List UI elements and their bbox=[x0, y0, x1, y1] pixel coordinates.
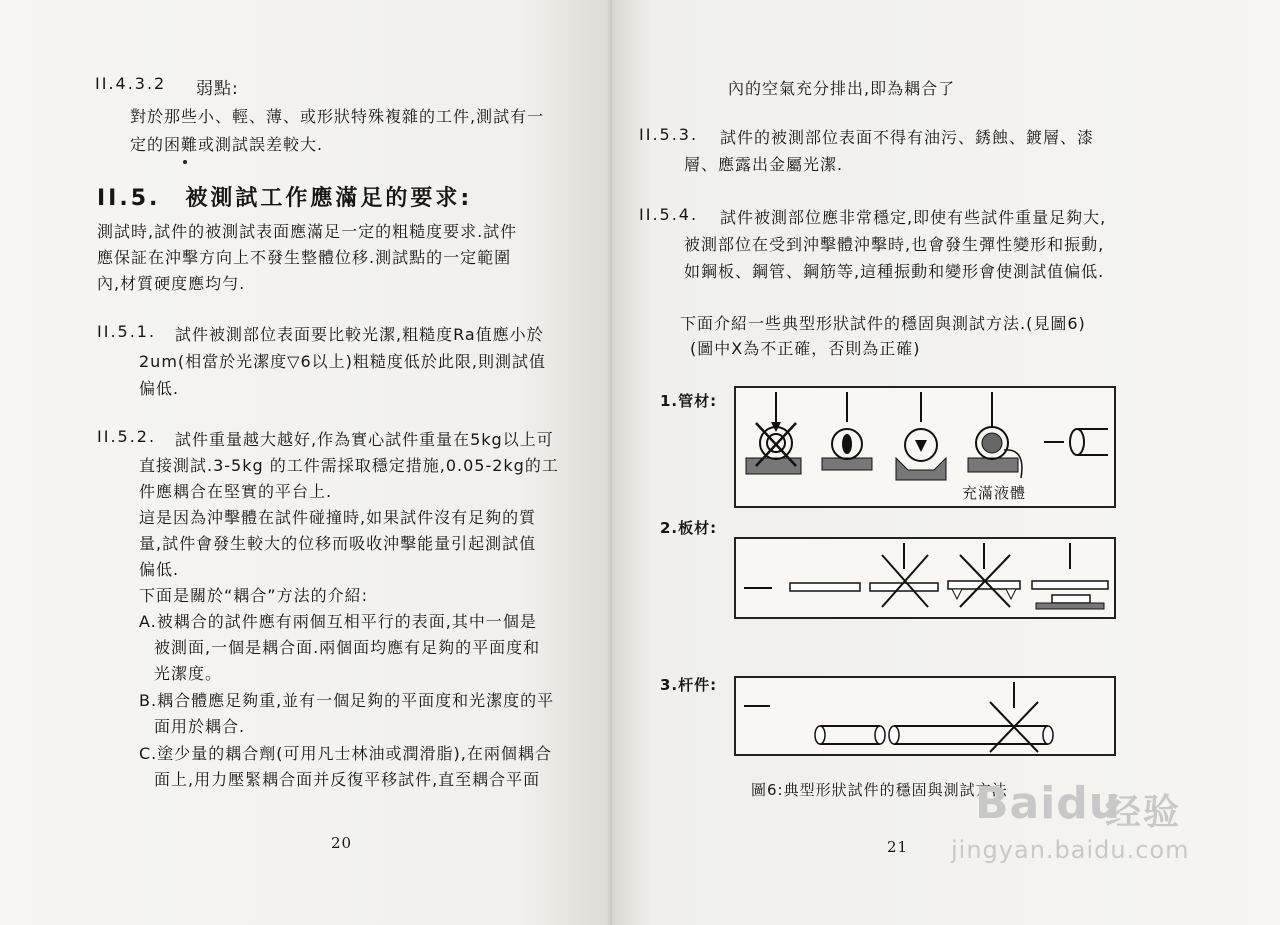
section-1152-line-1: 試件重量越大越好,作為實心試件重量在5kg以上可 bbox=[175, 430, 554, 449]
coupling-c-line-2: 面上,用力壓緊耦合面并反復平移試件,直至耦合平面 bbox=[154, 770, 541, 789]
pipe-on-blocks bbox=[822, 392, 872, 470]
section-115-line-2: 應保証在沖擊方向上不發生整體位移.測試點的一定範圍 bbox=[97, 248, 512, 267]
pipe-diagrams bbox=[736, 388, 1114, 506]
section-1152-line-5: 量,試件會發生較大的位移而吸收沖擊能量引起測試值 bbox=[139, 534, 537, 553]
coupling-a-line-3: 光潔度。 bbox=[154, 664, 223, 683]
section-1143-2-title: 弱點: bbox=[196, 79, 239, 99]
section-1143-2-line-2: 定的困難或測試誤差較大. bbox=[130, 135, 324, 154]
figure-intro-line-2: (圖中X為不正確，否則為正確) bbox=[690, 339, 921, 358]
watermark-url: jingyan.baidu.com bbox=[951, 836, 1190, 864]
plate-diagrams bbox=[736, 539, 1114, 617]
coupling-intro: 下面是關於“耦合”方法的介紹: bbox=[139, 586, 368, 605]
rod-diagrams bbox=[736, 678, 1114, 754]
pipe-filled-liquid bbox=[968, 392, 1022, 478]
figure-row-1-label: 1.管材: bbox=[660, 392, 718, 410]
section-1151-line-1: 試件被測部位表面要比較光潔,粗糙度Ra值應小於 bbox=[175, 325, 544, 344]
section-1154-line-1: 試件被測部位應非常穩定,即使有些試件重量足夠大, bbox=[720, 208, 1107, 227]
coupling-b-line-1: B.耦合體應足夠重,並有一個足夠的平面度和光潔度的平 bbox=[139, 691, 555, 710]
section-1152-line-3: 件應耦合在堅實的平台上. bbox=[139, 482, 333, 501]
section-115-line-1: 測試時,試件的被測試表面應滿足一定的粗糙度要求.試件 bbox=[97, 222, 518, 241]
section-1153-line-2: 層、應露出金屬光潔. bbox=[684, 155, 844, 174]
section-1154-line-2: 被測部位在受到沖擊體沖擊時,也會發生彈性變形和振動, bbox=[684, 235, 1105, 254]
pipe-in-v-block bbox=[896, 392, 946, 480]
page-number-right: 21 bbox=[887, 838, 909, 856]
stray-dot bbox=[183, 160, 187, 164]
section-1152-number: II.5.2. bbox=[97, 427, 157, 446]
section-1154-line-3: 如鋼板、鋼管、鋼筋等,這種振動和變形會使測試值偏低. bbox=[684, 262, 1105, 281]
section-1154-number: II.5.4. bbox=[639, 205, 699, 224]
figure-plate-box bbox=[734, 537, 1116, 619]
section-1143-2-line-1: 對於那些小、輕、薄、或形狀特殊複雜的工件,測試有一 bbox=[130, 107, 545, 126]
section-115-heading: II.5. 被測試工作應滿足的要求: bbox=[97, 186, 473, 211]
filled-liquid-label: 充滿液體 bbox=[962, 484, 1027, 502]
figure-rod-box bbox=[734, 676, 1116, 756]
page-number-left: 20 bbox=[331, 834, 353, 852]
coupling-b-line-2: 面用於耦合. bbox=[154, 717, 246, 736]
plate-coupled bbox=[1032, 543, 1108, 609]
figure-pipe-box bbox=[734, 386, 1116, 508]
section-1153-number: II.5.3. bbox=[639, 125, 699, 144]
left-page bbox=[0, 0, 612, 925]
plate-incorrect-1 bbox=[870, 543, 938, 607]
section-115-line-3: 內,材質硬度應均勻. bbox=[97, 274, 246, 293]
rod-correct bbox=[744, 706, 885, 744]
watermark-brand: Baidu bbox=[975, 778, 1122, 829]
rod-incorrect bbox=[889, 682, 1053, 752]
section-1151-line-2: 2um(相當於光潔度▽6以上)粗糙度低於此限,則測試值 bbox=[139, 352, 546, 371]
pipe-side-view bbox=[1044, 429, 1108, 455]
plate-incorrect-2 bbox=[948, 543, 1020, 607]
pipe-incorrect-1 bbox=[746, 392, 801, 474]
figure-row-3-label: 3.杆件: bbox=[660, 676, 718, 694]
coupling-c-line-1: C.塗少量的耦合劑(可用凡士林油或潤滑脂),在兩個耦合 bbox=[139, 744, 552, 763]
figure-caption: 圖6:典型形狀試件的穩固與測試方法 bbox=[751, 781, 1008, 799]
coupling-a-line-2: 被測面,一個是耦合面.兩個面均應有足夠的平面度和 bbox=[154, 638, 541, 657]
figure-row-2-label: 2.板材: bbox=[660, 519, 718, 537]
section-1143-2-number: II.4.3.2 bbox=[95, 74, 167, 93]
section-1151-number: II.5.1. bbox=[97, 322, 157, 341]
coupling-a-line-1: A.被耦合的試件應有兩個互相平行的表面,其中一個是 bbox=[139, 612, 537, 631]
section-1152-line-6: 偏低. bbox=[139, 560, 180, 579]
section-1153-line-1: 試件的被測部位表面不得有油污、銹蝕、鍍層、漆 bbox=[720, 128, 1095, 147]
baidu-jingyan-watermark bbox=[935, 770, 1265, 870]
plate-correct bbox=[744, 583, 860, 591]
section-1152-line-2: 直接測試.3-5kg 的工件需採取穩定措施,0.05-2kg的工 bbox=[139, 456, 559, 475]
continuation-line: 內的空氣充分排出,即為耦合了 bbox=[728, 79, 956, 98]
section-1152-line-4: 這是因為沖擊體在試件碰撞時,如果試件沒有足夠的質 bbox=[139, 508, 537, 527]
watermark-cn: 经验 bbox=[1105, 792, 1182, 833]
figure-intro-line-1: 下面介紹一些典型形狀試件的穩固與測試方法.(見圖6) bbox=[680, 314, 1086, 333]
section-1151-line-3: 偏低. bbox=[139, 379, 180, 398]
